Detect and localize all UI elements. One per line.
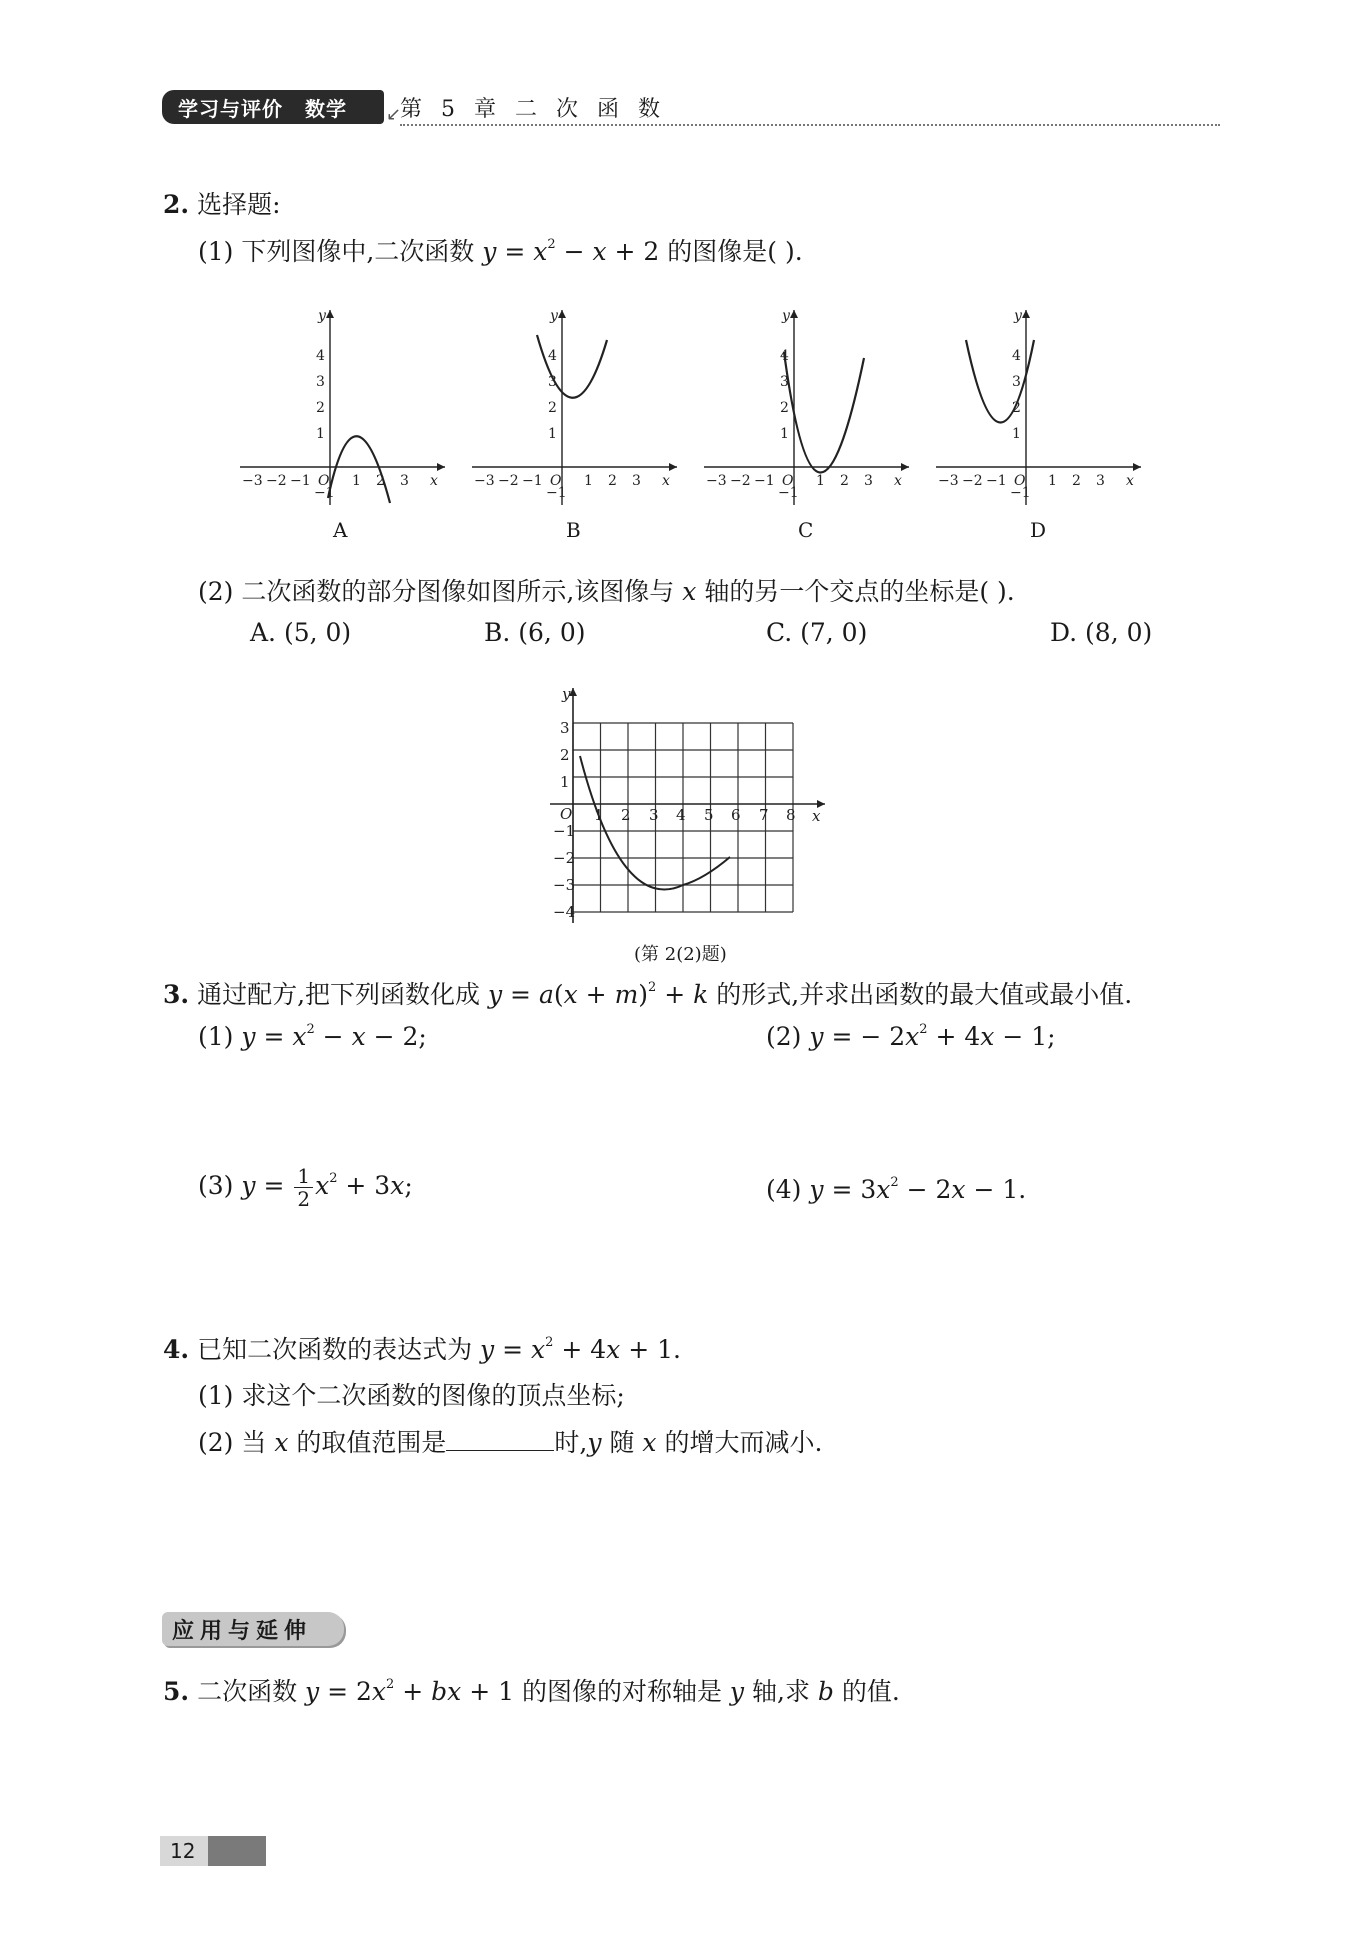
q3-item4: (4) $y = 3x^2 - 2x - 1$.: [766, 1175, 1027, 1204]
svg-text:−3: −3: [706, 473, 727, 489]
svg-text:O: O: [782, 473, 794, 489]
svg-text:1: 1: [548, 426, 557, 442]
svg-text:4: 4: [548, 348, 557, 364]
svg-text:4: 4: [676, 806, 686, 824]
answer-blank[interactable]: [446, 1428, 554, 1451]
svg-text:y: y: [318, 308, 326, 324]
grid-graph: [540, 683, 840, 933]
svg-text:4: 4: [780, 348, 789, 364]
q3-item1: (1) $y = x^2 - x - 2$;: [198, 1022, 427, 1051]
q4-heading: 4. 已知二次函数的表达式为 $y = x^2 + 4x + 1$.: [163, 1335, 681, 1364]
svg-text:−1: −1: [522, 473, 543, 489]
graph-label-c: C: [798, 518, 814, 542]
q5-heading: 5. 二次函数 $y = 2x^2$ + bx + 1 的图像的对称轴是 y 轴,求 b 的值.: [163, 1677, 900, 1706]
svg-text:4: 4: [316, 348, 325, 364]
svg-text:−1: −1: [553, 822, 576, 840]
svg-text:−2: −2: [498, 473, 519, 489]
chapter-title: 第 5 章 二 次 函 数: [400, 97, 666, 122]
svg-text:2: 2: [560, 746, 570, 764]
svg-text:−4: −4: [553, 903, 576, 921]
svg-text:4: 4: [1012, 348, 1021, 364]
svg-text:1: 1: [1012, 426, 1021, 442]
graph-label-b: B: [566, 518, 581, 542]
svg-text:−1: −1: [1010, 485, 1031, 501]
svg-text:x: x: [662, 473, 670, 489]
svg-text:1: 1: [594, 806, 604, 824]
svg-text:3: 3: [1012, 374, 1021, 390]
q4-sub2: (2) 当 x 的取值范围是 时,y 随 x 的增大而减小.: [198, 1428, 823, 1457]
svg-text:3: 3: [560, 719, 570, 737]
svg-text:2: 2: [1012, 400, 1021, 416]
svg-text:y: y: [1014, 308, 1022, 324]
svg-text:O: O: [1014, 473, 1026, 489]
svg-text:3: 3: [864, 473, 873, 489]
svg-text:2: 2: [780, 400, 789, 416]
svg-text:2: 2: [608, 473, 617, 489]
arrow-icon: ↙: [386, 104, 402, 125]
option-c: C. (7, 0): [766, 618, 868, 647]
svg-text:−2: −2: [553, 849, 576, 867]
svg-text:−2: −2: [266, 473, 287, 489]
svg-text:−1: −1: [986, 473, 1007, 489]
svg-text:x: x: [812, 807, 821, 825]
svg-text:2: 2: [316, 400, 325, 416]
svg-text:6: 6: [731, 806, 741, 824]
header-divider: [400, 124, 1220, 126]
svg-text:−1: −1: [314, 485, 335, 501]
svg-text:O: O: [550, 473, 562, 489]
svg-text:−3: −3: [553, 876, 576, 894]
book-badge: [162, 90, 384, 124]
svg-text:y: y: [550, 308, 558, 324]
svg-text:7: 7: [759, 806, 769, 824]
svg-text:2: 2: [621, 806, 631, 824]
svg-text:−3: −3: [938, 473, 959, 489]
svg-text:2: 2: [840, 473, 849, 489]
svg-text:O: O: [318, 473, 330, 489]
option-a: A. (5, 0): [250, 618, 352, 647]
svg-text:2: 2: [1072, 473, 1081, 489]
book-subject: 数学: [305, 96, 347, 121]
svg-text:3: 3: [1096, 473, 1105, 489]
svg-text:−1: −1: [754, 473, 775, 489]
svg-text:1: 1: [816, 473, 825, 489]
svg-text:−3: −3: [242, 473, 263, 489]
svg-text:y: y: [562, 685, 571, 703]
graph-c: [694, 300, 914, 510]
section-badge: 应用与延伸: [162, 1612, 344, 1646]
svg-text:x: x: [894, 473, 902, 489]
svg-text:−2: −2: [730, 473, 751, 489]
graph-d: [926, 300, 1146, 510]
figure-caption: (第 2(2)题): [634, 944, 727, 965]
svg-text:−2: −2: [962, 473, 983, 489]
svg-text:3: 3: [548, 374, 557, 390]
q2-part2: (2) 二次函数的部分图像如图所示,该图像与 x 轴的另一个交点的坐标是( ).: [198, 577, 1015, 606]
svg-text:8: 8: [786, 806, 796, 824]
svg-text:−1: −1: [290, 473, 311, 489]
svg-text:1: 1: [352, 473, 361, 489]
q3-item3: (3) y = $\frac{1}{2}$ $x^2 + 3x$;: [198, 1164, 413, 1211]
svg-text:1: 1: [584, 473, 593, 489]
q2-part1: (1) 下列图像中,二次函数 $y = x^2 - x + 2$ 的图像是( ).: [198, 237, 803, 266]
svg-text:1: 1: [316, 426, 325, 442]
option-b: B. (6, 0): [484, 618, 586, 647]
svg-text:1: 1: [560, 773, 570, 791]
svg-text:3: 3: [780, 374, 789, 390]
q4-sub1: (1) 求这个二次函数的图像的顶点坐标;: [198, 1381, 625, 1410]
svg-text:3: 3: [316, 374, 325, 390]
svg-text:5: 5: [704, 806, 714, 824]
svg-text:2: 2: [376, 473, 385, 489]
svg-text:x: x: [430, 473, 438, 489]
svg-text:x: x: [1126, 473, 1134, 489]
graph-b: [462, 300, 682, 510]
svg-text:O: O: [560, 805, 573, 823]
graph-label-a: A: [333, 518, 348, 542]
svg-text:1: 1: [780, 426, 789, 442]
q3-heading: 3. 通过配方,把下列函数化成 $y = a(x + m)^2 + k$ 的形式,并求出函数的最大值或最小值.: [163, 980, 1133, 1009]
svg-text:−1: −1: [778, 485, 799, 501]
q3-item2: (2) y = − $2x^2 + 4x - 1$;: [766, 1022, 1056, 1051]
svg-text:y: y: [782, 308, 790, 324]
option-d: D. (8, 0): [1050, 618, 1153, 647]
q2-heading: 2. 选择题:: [163, 190, 281, 219]
svg-text:3: 3: [400, 473, 409, 489]
page-number: 12: [160, 1836, 266, 1866]
svg-text:−1: −1: [546, 485, 567, 501]
svg-text:3: 3: [649, 806, 659, 824]
svg-text:1: 1: [1048, 473, 1057, 489]
svg-text:3: 3: [632, 473, 641, 489]
svg-text:−3: −3: [474, 473, 495, 489]
graph-a: [230, 300, 450, 510]
book-title: 学习与评价: [178, 96, 283, 121]
graph-label-d: D: [1030, 518, 1047, 542]
svg-text:2: 2: [548, 400, 557, 416]
fraction-one-half: $\frac{1}{2}$: [294, 1165, 313, 1210]
